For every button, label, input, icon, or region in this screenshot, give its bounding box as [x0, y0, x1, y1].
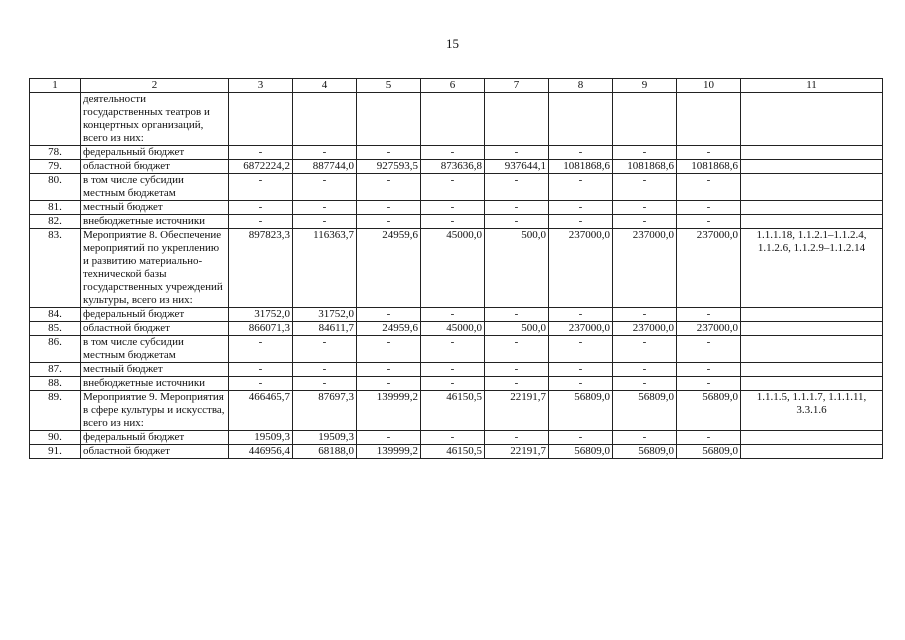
row-number: 81.	[30, 201, 81, 215]
table-row	[30, 201, 883, 215]
row-references	[741, 377, 883, 391]
value-cell: -	[293, 174, 357, 201]
value-cell: -	[677, 377, 741, 391]
value-cell: -	[613, 308, 677, 322]
value-cell: -	[549, 174, 613, 201]
value-cell	[293, 93, 357, 146]
row-references	[741, 201, 883, 215]
value-cell: -	[549, 363, 613, 377]
row-name: Мероприятие 8. Обеспечение мероприятий по укреплению и развитию материально-технической базы государственных учреждений культуры, всего из них:	[81, 229, 229, 308]
row-name: местный бюджет	[81, 201, 229, 215]
value-cell: 45000,0	[421, 322, 485, 336]
value-cell: -	[613, 336, 677, 363]
row-name: областной бюджет	[81, 160, 229, 174]
value-cell: 897823,3	[229, 229, 293, 308]
value-cell: 237000,0	[549, 229, 613, 308]
table-body	[30, 93, 883, 459]
value-cell: -	[549, 308, 613, 322]
value-cell: -	[485, 174, 549, 201]
row-references	[741, 146, 883, 160]
table-row	[30, 322, 883, 336]
row-references	[741, 431, 883, 445]
value-cell: 500,0	[485, 229, 549, 308]
value-cell: -	[357, 431, 421, 445]
table-row	[30, 391, 883, 431]
value-cell: 46150,5	[421, 445, 485, 459]
column-header: 3	[229, 79, 293, 93]
row-number: 80.	[30, 174, 81, 201]
value-cell: -	[421, 377, 485, 391]
row-name: внебюджетные источники	[81, 215, 229, 229]
table-row	[30, 215, 883, 229]
value-cell: -	[421, 201, 485, 215]
row-references	[741, 363, 883, 377]
table-row	[30, 93, 883, 146]
row-name: федеральный бюджет	[81, 146, 229, 160]
value-cell: -	[613, 215, 677, 229]
row-number: 78.	[30, 146, 81, 160]
table-row	[30, 445, 883, 459]
value-cell: 937644,1	[485, 160, 549, 174]
value-cell: 56809,0	[677, 445, 741, 459]
row-name: в том числе субсидии местным бюджетам	[81, 174, 229, 201]
value-cell: 1081868,6	[613, 160, 677, 174]
value-cell: 56809,0	[549, 391, 613, 431]
row-name: местный бюджет	[81, 363, 229, 377]
value-cell: -	[293, 215, 357, 229]
table-row	[30, 229, 883, 308]
value-cell: 873636,8	[421, 160, 485, 174]
row-number: 88.	[30, 377, 81, 391]
value-cell: -	[293, 201, 357, 215]
value-cell: -	[421, 431, 485, 445]
row-references: 1.1.1.5, 1.1.1.7, 1.1.1.11, 3.3.1.6	[741, 391, 883, 431]
row-references	[741, 160, 883, 174]
value-cell: -	[357, 174, 421, 201]
value-cell: 887744,0	[293, 160, 357, 174]
value-cell: -	[549, 336, 613, 363]
value-cell: -	[229, 201, 293, 215]
value-cell: 500,0	[485, 322, 549, 336]
value-cell: -	[613, 201, 677, 215]
value-cell: 237000,0	[613, 322, 677, 336]
value-cell: -	[357, 377, 421, 391]
value-cell: -	[357, 336, 421, 363]
value-cell: -	[613, 431, 677, 445]
value-cell: -	[485, 308, 549, 322]
value-cell: 56809,0	[549, 445, 613, 459]
value-cell: 139999,2	[357, 445, 421, 459]
row-references	[741, 336, 883, 363]
row-references	[741, 308, 883, 322]
value-cell: -	[229, 146, 293, 160]
value-cell: 19509,3	[229, 431, 293, 445]
row-number: 87.	[30, 363, 81, 377]
row-number: 85.	[30, 322, 81, 336]
value-cell	[485, 93, 549, 146]
value-cell: -	[485, 363, 549, 377]
value-cell: 22191,7	[485, 445, 549, 459]
value-cell	[357, 93, 421, 146]
row-name: в том числе субсидии местным бюджетам	[81, 336, 229, 363]
value-cell: 6872224,2	[229, 160, 293, 174]
value-cell: 68188,0	[293, 445, 357, 459]
value-cell	[677, 93, 741, 146]
value-cell: -	[421, 363, 485, 377]
column-header: 4	[293, 79, 357, 93]
value-cell: 24959,6	[357, 229, 421, 308]
value-cell: 45000,0	[421, 229, 485, 308]
row-number: 83.	[30, 229, 81, 308]
value-cell: -	[613, 377, 677, 391]
value-cell: -	[485, 215, 549, 229]
row-name: областной бюджет	[81, 322, 229, 336]
value-cell: -	[293, 336, 357, 363]
table-row	[30, 308, 883, 322]
value-cell: -	[677, 363, 741, 377]
value-cell: 87697,3	[293, 391, 357, 431]
value-cell: -	[677, 431, 741, 445]
value-cell: 466465,7	[229, 391, 293, 431]
value-cell: 56809,0	[613, 445, 677, 459]
column-header: 10	[677, 79, 741, 93]
row-number: 79.	[30, 160, 81, 174]
value-cell: -	[421, 174, 485, 201]
row-name: внебюджетные источники	[81, 377, 229, 391]
value-cell: -	[357, 363, 421, 377]
value-cell: 24959,6	[357, 322, 421, 336]
value-cell: -	[677, 174, 741, 201]
value-cell: 139999,2	[357, 391, 421, 431]
value-cell: 237000,0	[613, 229, 677, 308]
row-number: 82.	[30, 215, 81, 229]
value-cell: 31752,0	[293, 308, 357, 322]
value-cell: 927593,5	[357, 160, 421, 174]
row-name: федеральный бюджет	[81, 308, 229, 322]
row-references	[741, 445, 883, 459]
column-header: 8	[549, 79, 613, 93]
value-cell: -	[229, 174, 293, 201]
value-cell: -	[293, 363, 357, 377]
row-name: деятельности государственных театров и концертных организаций, всего из них:	[81, 93, 229, 146]
value-cell: -	[549, 377, 613, 391]
value-cell: -	[613, 363, 677, 377]
value-cell: 237000,0	[677, 322, 741, 336]
value-cell: 56809,0	[613, 391, 677, 431]
value-cell: -	[421, 308, 485, 322]
table-row	[30, 377, 883, 391]
row-references	[741, 174, 883, 201]
value-cell: -	[677, 215, 741, 229]
table-row	[30, 336, 883, 363]
value-cell: -	[229, 363, 293, 377]
row-number: 84.	[30, 308, 81, 322]
value-cell: 866071,3	[229, 322, 293, 336]
value-cell: -	[677, 308, 741, 322]
value-cell: -	[613, 146, 677, 160]
value-cell: -	[357, 308, 421, 322]
row-references	[741, 322, 883, 336]
value-cell: -	[485, 146, 549, 160]
value-cell: -	[549, 146, 613, 160]
value-cell: -	[677, 146, 741, 160]
value-cell: 56809,0	[677, 391, 741, 431]
value-cell: 31752,0	[229, 308, 293, 322]
table-row	[30, 160, 883, 174]
row-references: 1.1.1.18, 1.1.2.1–1.1.2.4, 1.1.2.6, 1.1.2.9–1.1.2.14	[741, 229, 883, 308]
value-cell: -	[485, 377, 549, 391]
row-number: 90.	[30, 431, 81, 445]
column-header: 9	[613, 79, 677, 93]
value-cell: -	[421, 215, 485, 229]
value-cell: -	[485, 336, 549, 363]
value-cell: 237000,0	[549, 322, 613, 336]
row-name: федеральный бюджет	[81, 431, 229, 445]
row-references	[741, 215, 883, 229]
value-cell: -	[549, 201, 613, 215]
column-header: 2	[81, 79, 229, 93]
row-name: областной бюджет	[81, 445, 229, 459]
value-cell: 446956,4	[229, 445, 293, 459]
value-cell: -	[293, 377, 357, 391]
value-cell: -	[357, 201, 421, 215]
table-row	[30, 363, 883, 377]
row-number: 89.	[30, 391, 81, 431]
value-cell: -	[229, 215, 293, 229]
value-cell: -	[229, 336, 293, 363]
row-number	[30, 93, 81, 146]
value-cell: -	[485, 431, 549, 445]
row-name: Мероприятие 9. Мероприятия в сфере культуры и искусства, всего из них:	[81, 391, 229, 431]
value-cell: -	[229, 377, 293, 391]
column-header: 1	[30, 79, 81, 93]
value-cell: 19509,3	[293, 431, 357, 445]
value-cell: -	[357, 215, 421, 229]
column-header: 11	[741, 79, 883, 93]
value-cell: 237000,0	[677, 229, 741, 308]
value-cell: -	[421, 146, 485, 160]
table-row	[30, 146, 883, 160]
row-number: 91.	[30, 445, 81, 459]
table-row	[30, 174, 883, 201]
value-cell: 22191,7	[485, 391, 549, 431]
value-cell: 1081868,6	[549, 160, 613, 174]
header-row	[30, 79, 883, 93]
page-number: 15	[446, 36, 459, 51]
value-cell: -	[485, 201, 549, 215]
value-cell: 84611,7	[293, 322, 357, 336]
value-cell: 116363,7	[293, 229, 357, 308]
column-header: 7	[485, 79, 549, 93]
value-cell: -	[357, 146, 421, 160]
value-cell	[229, 93, 293, 146]
value-cell: -	[293, 146, 357, 160]
value-cell: -	[549, 215, 613, 229]
value-cell: -	[421, 336, 485, 363]
value-cell: 1081868,6	[677, 160, 741, 174]
column-header: 6	[421, 79, 485, 93]
value-cell: -	[549, 431, 613, 445]
value-cell: -	[677, 201, 741, 215]
row-number: 86.	[30, 336, 81, 363]
row-references	[741, 93, 883, 146]
value-cell	[549, 93, 613, 146]
budget-table	[29, 78, 883, 459]
value-cell: -	[613, 174, 677, 201]
value-cell	[421, 93, 485, 146]
column-header: 5	[357, 79, 421, 93]
value-cell	[613, 93, 677, 146]
table-row	[30, 431, 883, 445]
value-cell: -	[677, 336, 741, 363]
value-cell: 46150,5	[421, 391, 485, 431]
